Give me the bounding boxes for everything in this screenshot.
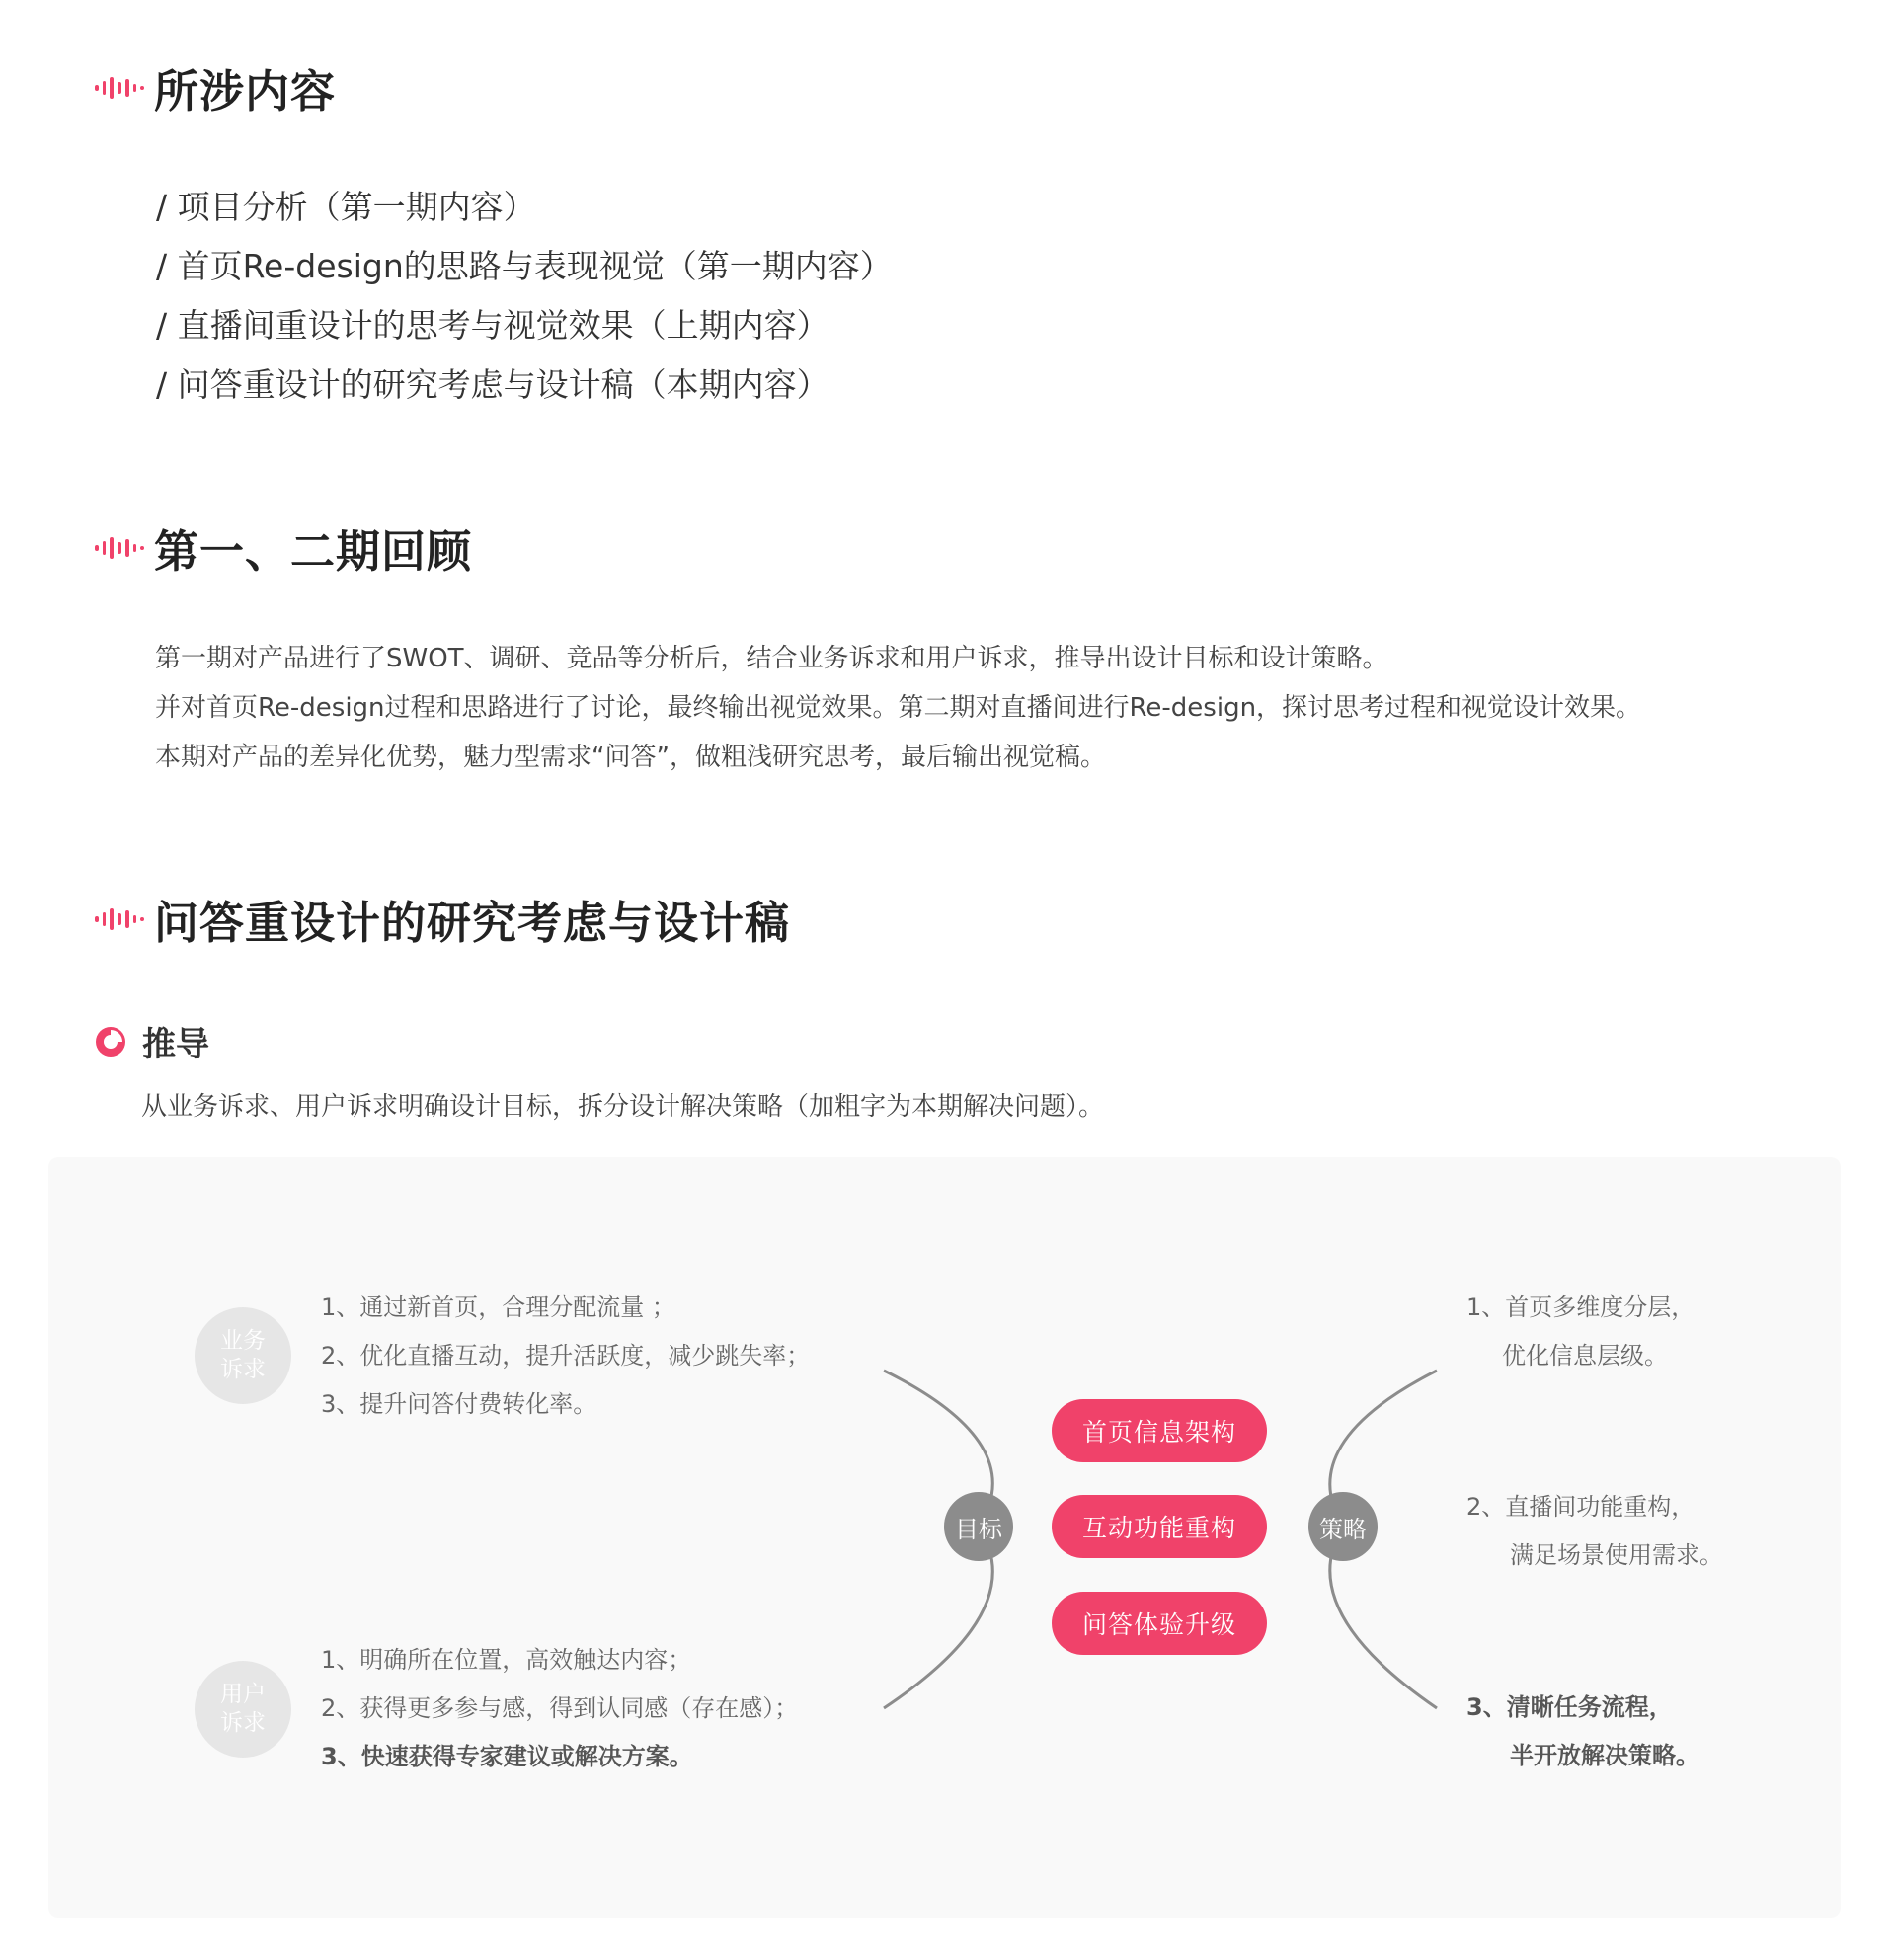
pie-chart-icon — [95, 1026, 126, 1058]
goal-hub: 目标 — [944, 1492, 1013, 1561]
paragraph: 第一期对产品进行了SWOT、调研、竞品等分析后，结合业务诉求和用户诉求，推导出设计目标和设计策略。 — [155, 644, 1388, 673]
business-label-line2: 诉求 — [220, 1357, 266, 1382]
strategy-item — [1466, 1684, 1699, 1780]
list-item: 3、提升问答付费转化率。 — [321, 1390, 597, 1418]
strategy-line: 3、清晰任务流程， — [1466, 1693, 1673, 1721]
list-item: / 问答重设计的研究考虑与设计稿（本期内容） — [156, 365, 830, 404]
strategy-line: 半开放解决策略。 — [1510, 1742, 1699, 1769]
initiative-pill: 互动功能重构 — [1052, 1495, 1267, 1558]
sound-wave-icon — [95, 73, 144, 103]
scope-list — [156, 178, 893, 415]
business-demand-circle — [195, 1307, 291, 1404]
section-title: 所涉内容 — [154, 65, 337, 118]
section-header-review — [95, 515, 472, 580]
section-title: 问答重设计的研究考虑与设计稿 — [154, 897, 791, 949]
review-paragraphs — [155, 634, 1641, 782]
user-label-line1: 用户 — [220, 1682, 266, 1707]
user-demand-circle — [195, 1661, 291, 1758]
business-goals — [321, 1284, 810, 1429]
strategy-item — [1466, 1483, 1723, 1580]
initiative-pill: 问答体验升级 — [1052, 1592, 1267, 1655]
derivation-diagram — [48, 1157, 1841, 1918]
list-item: 1、通过新首页，合理分配流量 ； — [321, 1294, 675, 1321]
list-item: 2、获得更多参与感，得到认同感（存在感）； — [321, 1694, 799, 1722]
business-label-line1: 业务 — [220, 1328, 266, 1354]
subsection-header — [95, 1017, 209, 1065]
list-item: / 直播间重设计的思考与视觉效果（上期内容） — [156, 306, 830, 345]
sound-wave-icon — [95, 533, 144, 563]
strategy-hub: 策略 — [1308, 1492, 1378, 1561]
strategy-line: 优化信息层级。 — [1502, 1342, 1668, 1370]
initiative-pill: 首页信息架构 — [1052, 1399, 1267, 1462]
list-item: 2、优化直播互动，提升活跃度，减少跳失率； — [321, 1342, 811, 1370]
list-item: 3、快速获得专家建议或解决方案。 — [321, 1743, 693, 1770]
list-item: / 首页Re-design的思路与表现视觉（第一期内容） — [156, 247, 893, 285]
strategy-item — [1466, 1284, 1695, 1380]
strategy-line: 满足场景使用需求。 — [1510, 1541, 1723, 1569]
section-header-scope — [95, 55, 336, 119]
paragraph: 并对首页Re-design过程和思路进行了讨论，最终输出视觉效果。第二期对直播间进行Re-design，探讨思考过程和视觉设计效果。 — [155, 693, 1642, 723]
section-title: 第一、二期回顾 — [154, 525, 473, 578]
section-header-research — [95, 887, 790, 951]
sound-wave-icon — [95, 904, 144, 934]
list-item: 1、明确所在位置，高效触达内容； — [321, 1646, 692, 1674]
paragraph: 本期对产品的差异化优势，魅力型需求“问答”，做粗浅研究思考，最后输出视觉稿。 — [155, 743, 1106, 772]
user-label-line2: 诉求 — [220, 1710, 266, 1736]
list-item: / 项目分析（第一期内容） — [156, 188, 536, 226]
strategy-line: 2、直播间功能重构， — [1466, 1493, 1696, 1521]
user-goals — [321, 1636, 798, 1781]
subsection-description: 从业务诉求、用户诉求明确设计目标，拆分设计解决策略（加粗字为本期解决问题）。 — [141, 1092, 1105, 1122]
subsection-title: 推导 — [142, 1025, 209, 1064]
strategy-line: 1、首页多维度分层， — [1466, 1294, 1696, 1321]
